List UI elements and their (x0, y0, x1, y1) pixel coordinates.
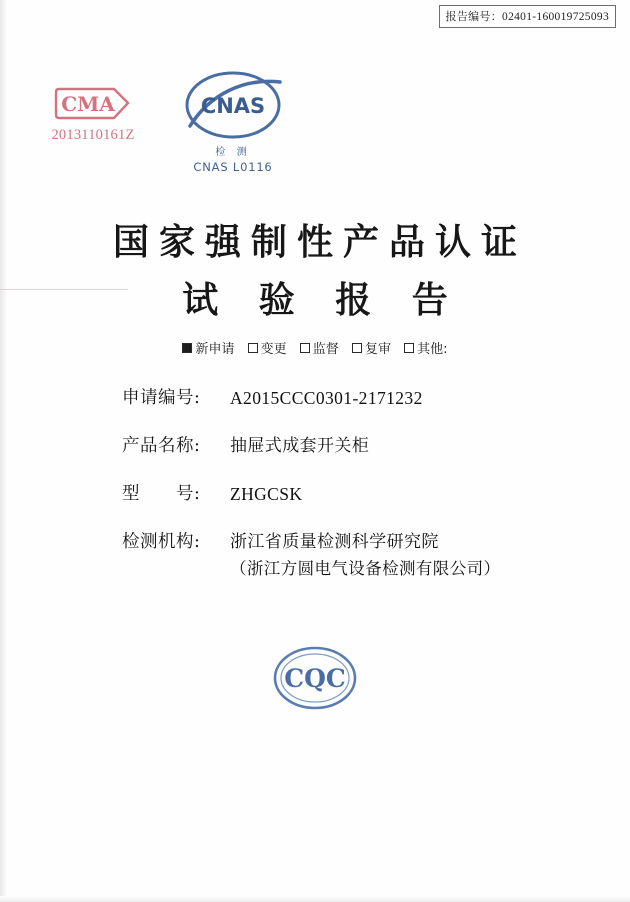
option-label: 监督 (312, 342, 339, 357)
option-change[interactable] (248, 342, 287, 357)
option-label: 复审 (364, 342, 391, 357)
scan-edge-left (0, 0, 7, 902)
checkbox-icon[interactable] (352, 343, 362, 353)
cnas-logo-icon (180, 68, 286, 142)
option-label: 新申请 (195, 342, 235, 357)
svg-text:CQC: CQC (284, 664, 346, 693)
report-fields (122, 388, 552, 606)
field-application-number (122, 388, 552, 410)
option-label: 其他: (417, 342, 448, 357)
field-value: ZHGCSK (230, 483, 303, 504)
page-title-line2: 试 验 报 告 (182, 279, 462, 321)
cma-logo-icon (54, 86, 132, 121)
option-supervision[interactable] (300, 342, 339, 357)
cqc-logo-icon (268, 638, 362, 722)
field-model (122, 484, 552, 506)
cnas-mark (178, 68, 288, 174)
field-product-name (122, 436, 552, 458)
option-review[interactable] (352, 342, 391, 357)
field-value-main: 浙江省质量检测科学研究院 (230, 531, 439, 552)
field-value: 抽屉式成套开关柜 (230, 435, 370, 456)
checkbox-icon[interactable] (182, 343, 192, 353)
field-value (230, 532, 500, 580)
field-value-sub: （浙江方圆电气设备检测有限公司） (230, 558, 501, 578)
cnas-subtitle: 检 测 (215, 147, 251, 158)
option-other[interactable] (404, 342, 447, 357)
option-new-application[interactable] (182, 342, 234, 357)
svg-text:CNAS: CNAS (200, 94, 266, 118)
report-number-value: 02401-160019725093 (502, 11, 609, 23)
scan-edge-bottom (0, 896, 630, 902)
field-label: 型 号: (122, 483, 201, 504)
cma-mark (46, 86, 140, 144)
field-label: 产品名称: (122, 435, 201, 456)
field-testing-organization (122, 532, 552, 580)
checkbox-icon[interactable] (248, 343, 258, 353)
option-label: 变更 (260, 342, 287, 357)
checkbox-icon[interactable] (404, 343, 414, 353)
field-value: A2015CCC0301-2171232 (230, 388, 423, 408)
report-number-label: 报告编号： (445, 10, 503, 23)
field-label: 申请编号: (122, 388, 201, 408)
field-label: 检测机构: (122, 531, 201, 552)
application-type-options (0, 338, 630, 357)
page-title-line1: 国家强制性产品认证 (112, 221, 527, 263)
cma-code: 2013110161Z (51, 127, 135, 143)
cnas-id: CNAS L0116 (193, 160, 273, 174)
checkbox-icon[interactable] (300, 343, 310, 353)
svg-text:CMA: CMA (61, 92, 115, 116)
report-number-box (439, 5, 616, 28)
